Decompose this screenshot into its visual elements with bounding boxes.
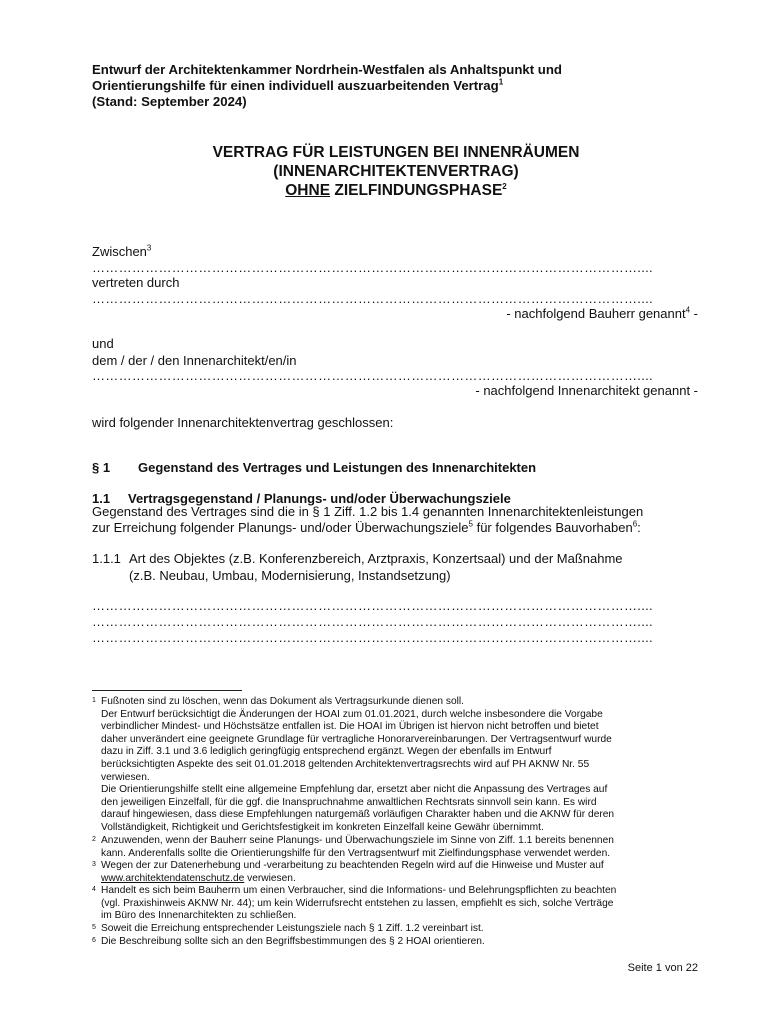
und-label: und bbox=[92, 336, 114, 351]
object-blank-line-2: …………………………………………………………………………………………………………….... bbox=[92, 615, 653, 629]
party-2-blank-line: …………………………………………………………………………………………………………….... bbox=[92, 369, 653, 383]
page-number: Seite 1 von 22 bbox=[627, 962, 698, 974]
footnote-1-line: den jeweiligen Einzelfall, für die ggf. die Inanspruchnahme anwaltlichen Rechtsrats sinnvoll sein kann. Es wird bbox=[101, 796, 597, 808]
vertreten-label: vertreten durch bbox=[92, 275, 180, 290]
subsection-1-1-para-line-2: zur Erreichung folgender Planungs- und/oder Überwachungsziele$^5$ für folgendes Bauvorhaben$^6$: bbox=[92, 519, 641, 535]
document-intro bbox=[92, 62, 702, 110]
footnote-3-number: 3 bbox=[92, 861, 96, 868]
conclusion-text: wird folgender Innenarchitektenvertrag geschlossen: bbox=[92, 415, 394, 430]
item-1-1-1-line-2: (z.B. Neubau, Umbau, Modernisierung, Instandsetzung) bbox=[129, 568, 451, 583]
representative-blank-line: …………………………………………………………………………………………………………….... bbox=[92, 292, 653, 306]
footnote-5-line: Soweit die Erreichung entsprechender Leistungsziele nach § 1 Ziff. 1.2 vereinbart ist. bbox=[101, 923, 484, 934]
contract-title bbox=[92, 143, 700, 200]
footnote-2-line: kann. Anderenfalls sollte die Orientierungshilfe für den Vertragsentwurf mit Zielfindungsphase verwendet werden. bbox=[101, 847, 611, 859]
datenschutz-link[interactable]: www.architektendatenschutz.de bbox=[101, 872, 245, 884]
footnote-1-line: berücksichtigten Aspekte des seit 01.01.2018 geltenden Architektenvertragsrechts wird auf PH AKNW Nr. 55 bbox=[101, 758, 590, 770]
footnote-1-line: Die Orientierungshilfe stellt eine allgemeine Empfehlung dar, ersetzt aber nicht die Anpassung des Vertrages auf bbox=[101, 784, 608, 796]
footnote-6-line: Die Beschreibung sollte sich an den Begriffsbestimmungen des § 2 HOAI orientieren. bbox=[101, 936, 485, 947]
intro-line-1: Entwurf der Architektenkammer Nordrhein-Westfalen als Anhaltspunkt und bbox=[92, 62, 562, 77]
footnote-5-number: 5 bbox=[92, 924, 96, 931]
footnote-3-line: www.architektendatenschutz.de verwiesen. bbox=[101, 872, 296, 884]
intro-line-3: (Stand: September 2024) bbox=[92, 94, 247, 109]
footnote-4-number: 4 bbox=[92, 886, 96, 893]
footnote-4-line: (vgl. Praxishinweis AKNW Nr. 44); um kein Widerrufsrecht entstehen zu lassen, empfiehlt es sich, solche Verträge bbox=[101, 897, 614, 909]
footnote-1-line: Der Entwurf berücksichtigt die Änderungen der HOAI zum 01.01.2021, durch welche insbesondere die Vorgabe bbox=[101, 708, 603, 720]
footnote-4-line: im Büro des Innenarchitekten zu schließen. bbox=[101, 910, 297, 922]
footnote-2-number: 2 bbox=[92, 836, 96, 843]
footnote-1-line: dazu in Ziff. 3.1 und 3.6 lediglich geringfügig entsprechend ergänzt. Wegen der ebenfalls im Entwurf bbox=[101, 746, 552, 758]
footnote-6 bbox=[92, 936, 700, 949]
footnote-5 bbox=[92, 923, 700, 936]
footnote-ref-4: 4 bbox=[685, 305, 691, 315]
footnote-3 bbox=[92, 860, 700, 885]
footnote-1-line: Vollständigkeit, Richtigkeit und Gerichtsfestigkeit im konkreten Einzelfall keine Gewähr übernimmt. bbox=[101, 821, 544, 833]
footnote-6-number: 6 bbox=[92, 937, 96, 944]
object-blank-line-1: …………………………………………………………………………………………………………….... bbox=[92, 599, 653, 613]
title-line-2: (INNENARCHITEKTENVERTRAG) bbox=[273, 163, 519, 180]
subsection-1-1-number: 1.1 bbox=[92, 491, 111, 506]
footnote-separator bbox=[92, 690, 242, 691]
object-blank-line-3: …………………………………………………………………………………………………………….... bbox=[92, 631, 653, 645]
footnote-1-line: verwiesen. bbox=[101, 771, 150, 783]
footnote-ref-3: 3 bbox=[146, 243, 152, 253]
footnote-4 bbox=[92, 885, 700, 923]
footnote-3-line: Wegen der zur Datenerhebung und -verarbeitung zu beachtenden Regeln wird auf die Hinweise und Muster auf bbox=[101, 860, 604, 871]
party-1-blank-line: …………………………………………………………………………………………………………….... bbox=[92, 261, 653, 275]
item-1-1-1-line-1: Art des Objektes (z.B. Konferenzbereich, Arztpraxis, Konzertsaal) und der Maßnahme bbox=[129, 551, 623, 566]
innenarchitekt-designation: - nachfolgend Innenarchitekt genannt - bbox=[475, 383, 698, 398]
subsection-1-1-heading: Vertragsgegenstand / Planungs- und/oder Überwachungsziele bbox=[128, 491, 511, 506]
section-1-number: § 1 bbox=[92, 460, 111, 475]
subsection-1-1-para-line-1: Gegenstand des Vertrages sind die in § 1 Ziff. 1.2 bis 1.4 genannten Innenarchitektenleistungen bbox=[92, 504, 644, 519]
section-1-heading: Gegenstand des Vertrages und Leistungen des Innenarchitekten bbox=[138, 460, 537, 475]
footnote-4-line: Handelt es sich beim Bauherrn um einen Verbraucher, sind die Informations- und Belehrungspflichten zu beachten bbox=[101, 885, 617, 896]
footnote-1-line: daher unverändert eine geeignete Grundlage für vertragliche Honorarvereinbarungen. Der Vertragsentwurf wurde bbox=[101, 733, 612, 745]
footnote-1-number: 1 bbox=[92, 697, 96, 704]
item-1-1-1-number: 1.1.1 bbox=[92, 551, 121, 566]
footnote-1 bbox=[92, 696, 700, 835]
footnote-ref-6: 6 bbox=[632, 519, 638, 529]
architect-label: dem / der / den Innenarchitekt/en/in bbox=[92, 353, 297, 368]
footnote-2 bbox=[92, 835, 700, 860]
footnote-ref-5: 5 bbox=[468, 519, 473, 529]
zwischen-label: Zwischen$^3$ bbox=[92, 243, 152, 259]
bauherr-designation: - nachfolgend Bauherr genannt$^4$ - bbox=[506, 305, 698, 321]
footnote-1-line: darauf hingewiesen, dass diese Empfehlungen naturgemäß vorläufigen Charakter haben und die AKNW für deren bbox=[101, 809, 615, 821]
footnote-1-line: Fußnoten sind zu löschen, wenn das Dokument als Vertragsurkunde dienen soll. bbox=[101, 696, 464, 707]
title-line-3: OHNE ZIELFINDUNGSPHASE$^2$ bbox=[285, 181, 507, 199]
intro-line-2: Orientierungshilfe für einen individuell auszuarbeitenden Vertrag$^1$ bbox=[92, 77, 504, 93]
footnote-2-line: Anzuwenden, wenn der Bauherr seine Planungs- und Überwachungsziele im Sinne von Ziff. 1.1 bereits benennen bbox=[101, 835, 614, 846]
footnote-ref-2: 2 bbox=[502, 181, 507, 191]
footnote-1-line: verbindlicher Mindest- und Höchstsätze entfallen ist. Die HOAI im Übrigen ist hiervon nicht betroffen und bietet bbox=[101, 721, 599, 733]
footnote-ref-1: 1 bbox=[498, 77, 504, 87]
title-line-1: VERTRAG FÜR LEISTUNGEN BEI INNENRÄUMEN bbox=[212, 144, 580, 161]
